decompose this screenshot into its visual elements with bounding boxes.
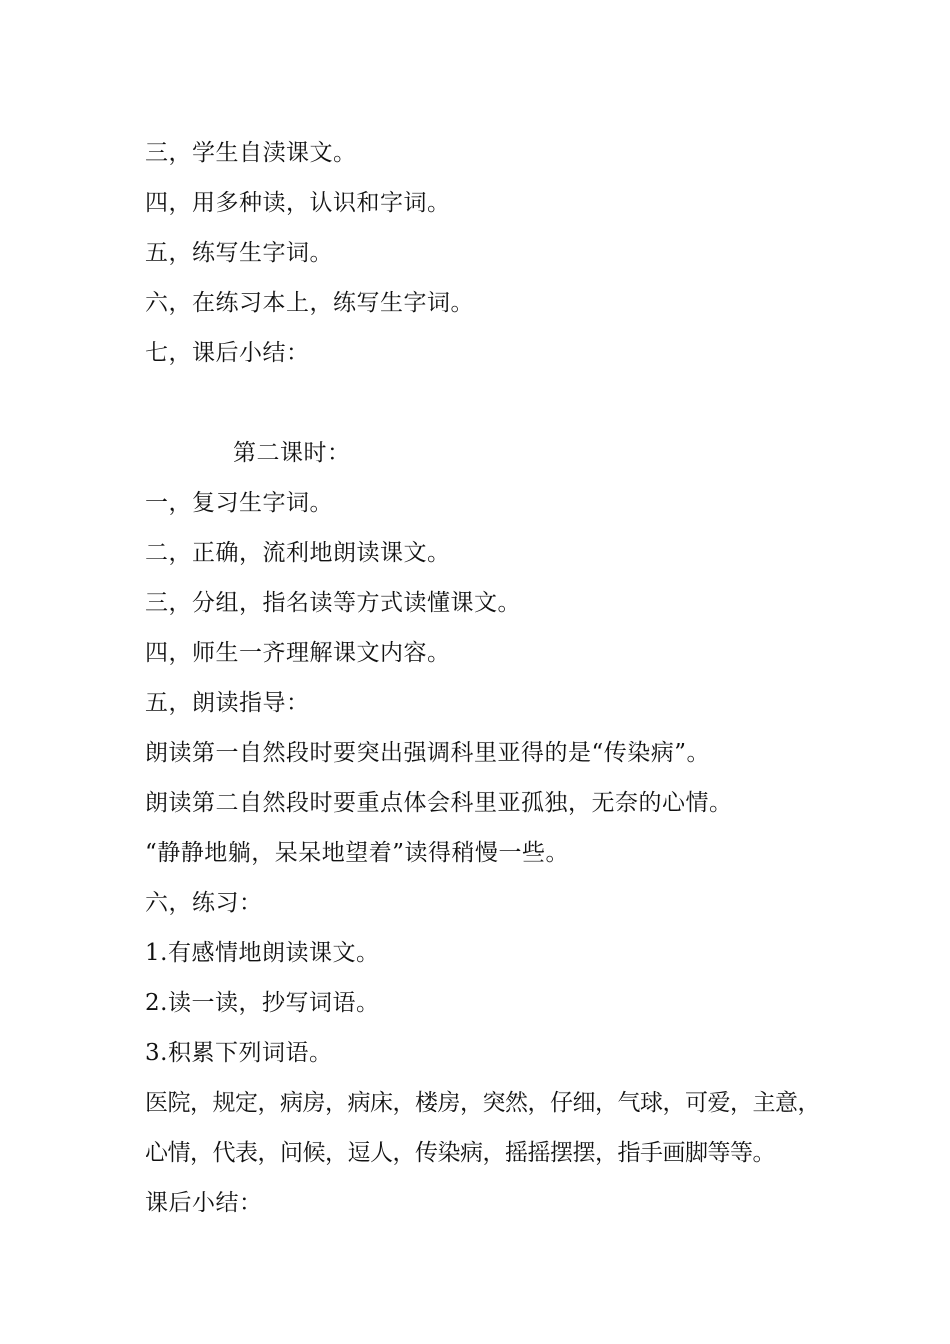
document-body xyxy=(145,128,835,1228)
text-line: 三，学生自渎课文。 xyxy=(145,140,357,166)
text-line: 朗读第一自然段时要突出强调科里亚得的是“传染病”。 xyxy=(145,740,711,766)
text-line: “静静地躺，呆呆地望着”读得稍慢一些。 xyxy=(145,840,570,866)
text-line: 2.读一读，抄写词语。 xyxy=(145,990,380,1016)
text-line: 心情，代表，问候，逗人，传染病，摇摇摆摆，指手画脚等等。 xyxy=(145,1140,775,1166)
section-heading: 第二课时： xyxy=(233,440,351,466)
text-line: 五，朗读指导： xyxy=(145,690,310,716)
text-line: 四，用多种读，认识和字词。 xyxy=(145,190,451,216)
blank-line xyxy=(145,378,835,428)
text-line: 3.积累下列词语。 xyxy=(145,1040,333,1066)
text-line: 1.有感情地朗读课文。 xyxy=(145,940,380,966)
text-line: 三，分组，指名读等方式读懂课文。 xyxy=(145,590,521,616)
text-line: 七，课后小结： xyxy=(145,340,310,366)
text-line: 六，在练习本上，练写生字词。 xyxy=(145,290,474,316)
text-line: 二，正确，流利地朗读课文。 xyxy=(145,540,451,566)
text-line: 朗读第二自然段时要重点体会科里亚孤独，无奈的心情。 xyxy=(145,790,733,816)
text-line: 一，复习生字词。 xyxy=(145,490,333,516)
text-line: 医院，规定，病房，病床，楼房，突然，仔细，气球，可爱，主意， xyxy=(145,1090,820,1116)
text-line: 五，练写生字词。 xyxy=(145,240,333,266)
text-line: 六，练习： xyxy=(145,890,263,916)
text-line: 课后小结： xyxy=(145,1190,263,1216)
text-line: 四，师生一齐理解课文内容。 xyxy=(145,640,451,666)
